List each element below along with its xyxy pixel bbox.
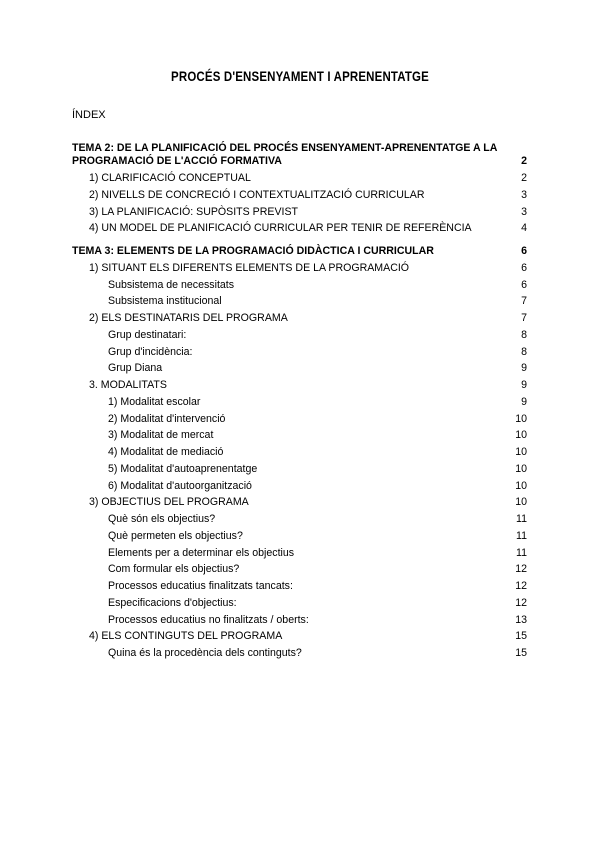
toc-page-number: 2 [521,155,527,167]
toc-page-number: 10 [515,446,527,458]
toc-subentry[interactable] [72,645,527,662]
toc-entry-text: Grup destinatari: [108,328,187,341]
toc-page-number: 10 [515,496,527,509]
toc-page-number: 11 [516,546,527,559]
toc-page-number: 10 [515,479,527,492]
toc-entry-text: Grup Diana [108,362,163,375]
toc-subentry[interactable] [72,327,527,344]
toc-page-number: 8 [521,345,527,358]
toc-entry[interactable] [72,170,527,187]
toc-subentry[interactable] [72,427,527,444]
toc-subentry[interactable] [72,528,527,545]
toc-section-tema-3 [72,243,527,662]
toc-entry-text: Què són els objectius? [108,513,216,525]
toc-entry[interactable] [72,377,527,394]
toc-entry-text: Grup d'incidència: [108,345,193,358]
toc-page-number: 13 [515,613,527,626]
toc-entry-text: 6) Modalitat d'autoorganització [108,479,252,492]
toc-entry-text: 3) Modalitat de mercat [108,429,214,442]
toc-entry[interactable] [72,310,527,327]
toc-page-number: 11 [516,513,527,525]
toc-entry-text: 3) LA PLANIFICACIÓ: SUPÒSITS PREVIST [89,205,298,218]
toc-entry-text: 1) Modalitat escolar [108,395,201,408]
toc-entry-text: Què permeten els objectius? [108,529,243,542]
toc-entry-text: Elements per a determinar els objectius [108,546,295,559]
toc-entry[interactable] [72,220,527,237]
toc-subentry[interactable] [72,595,527,612]
toc-entry-text: Subsistema institucional [108,295,222,308]
toc-page-number: 11 [516,529,527,542]
toc-entry-text: 3. MODALITATS [89,379,167,391]
toc-entry[interactable] [72,494,527,511]
toc-page-number: 10 [515,462,527,475]
toc-subentry[interactable] [72,293,527,310]
toc-page-number: 9 [521,395,527,408]
toc-page-number: 3 [521,205,527,218]
toc-section-tema-2 [72,142,527,237]
toc-entry-text: 1) CLARIFICACIÓ CONCEPTUAL [89,172,251,184]
toc-entry-text: 2) ELS DESTINATARIS DEL PROGRAMA [89,312,288,324]
toc-entry[interactable] [72,260,527,277]
toc-heading-tema-2[interactable] [72,142,527,168]
toc-subentry[interactable] [72,461,527,478]
toc-heading-text: TEMA 2: DE LA PLANIFICACIÓ DEL PROCÉS ENSENYAMENT-APRENENTATGE A LA PROGRAMACIÓ DE L'ACCIÓ FORMATIVA [72,142,497,167]
toc-subentry[interactable] [72,444,527,461]
toc-page-number: 9 [521,362,527,375]
toc-subentry[interactable] [72,578,527,595]
toc-subentry[interactable] [72,411,527,428]
toc-subentry[interactable] [72,277,527,294]
toc-entry[interactable] [72,628,527,645]
toc-entry-text: Com formular els objectius? [108,563,240,576]
toc-page-number: 3 [521,188,527,201]
toc-entry[interactable] [72,204,527,221]
toc-page-number: 10 [515,429,527,442]
toc-subentry[interactable] [72,394,527,411]
toc-page-number: 15 [515,630,527,643]
toc-page-number: 10 [515,412,527,425]
toc-entry-text: 4) UN MODEL DE PLANIFICACIÓ CURRICULAR PER TENIR DE REFERÈNCIA [89,222,472,235]
toc-page-number: 6 [521,245,527,257]
toc-entry-text: Processos educatius no finalitzats / oberts: [108,613,309,626]
toc-subentry[interactable] [72,344,527,361]
toc-entry-text: 3) OBJECTIUS DEL PROGRAMA [89,496,249,509]
toc-entry-text: 4) ELS CONTINGUTS DEL PROGRAMA [89,630,283,643]
toc-entry-text: Processos educatius finalitzats tancats: [108,580,293,592]
toc-subentry[interactable] [72,360,527,377]
index-label: ÍNDEX [72,109,106,121]
toc-page-number: 4 [521,222,527,235]
toc-page-number: 7 [521,295,527,308]
toc-entry-text: 2) NIVELLS DE CONCRECIÓ I CONTEXTUALITZACIÓ CURRICULAR [89,188,425,201]
toc-entry-text: 1) SITUANT ELS DIFERENTS ELEMENTS DE LA PROGRAMACIÓ [89,261,410,274]
toc-entry[interactable] [72,187,527,204]
toc-page-number: 2 [521,172,527,184]
toc-entry-text: Especificacions d'objectius: [108,596,237,609]
toc-entry-text: Subsistema de necessitats [108,278,235,291]
toc-page-number: 12 [515,596,527,609]
toc-page-number: 15 [515,647,527,659]
toc-heading-text: TEMA 3: ELEMENTS DE LA PROGRAMACIÓ DIDÀCTICA I CURRICULAR [72,245,434,257]
toc-page-number: 8 [521,328,527,341]
table-of-contents [72,142,527,662]
toc-page-number: 6 [521,261,527,274]
toc-subentry[interactable] [72,511,527,528]
toc-subentry[interactable] [72,478,527,495]
toc-subentry[interactable] [72,545,527,562]
toc-entry-text: Quina és la procedència dels continguts? [108,647,302,659]
toc-entry-text: 5) Modalitat d'autoaprenentatge [108,462,258,475]
toc-page-number: 12 [515,580,527,592]
toc-page-number: 6 [521,278,527,291]
toc-page-number: 7 [521,312,527,324]
toc-heading-tema-3[interactable] [72,243,527,260]
toc-subentry[interactable] [72,561,527,578]
toc-subentry[interactable] [72,612,527,629]
toc-page-number: 12 [515,563,527,576]
toc-page-number: 9 [521,379,527,391]
document-title: PROCÉS D'ENSENYAMENT I APRENENTATGE [171,68,429,84]
toc-entry-text: 2) Modalitat d'intervenció [108,412,226,425]
toc-entry-text: 4) Modalitat de mediació [108,446,224,458]
